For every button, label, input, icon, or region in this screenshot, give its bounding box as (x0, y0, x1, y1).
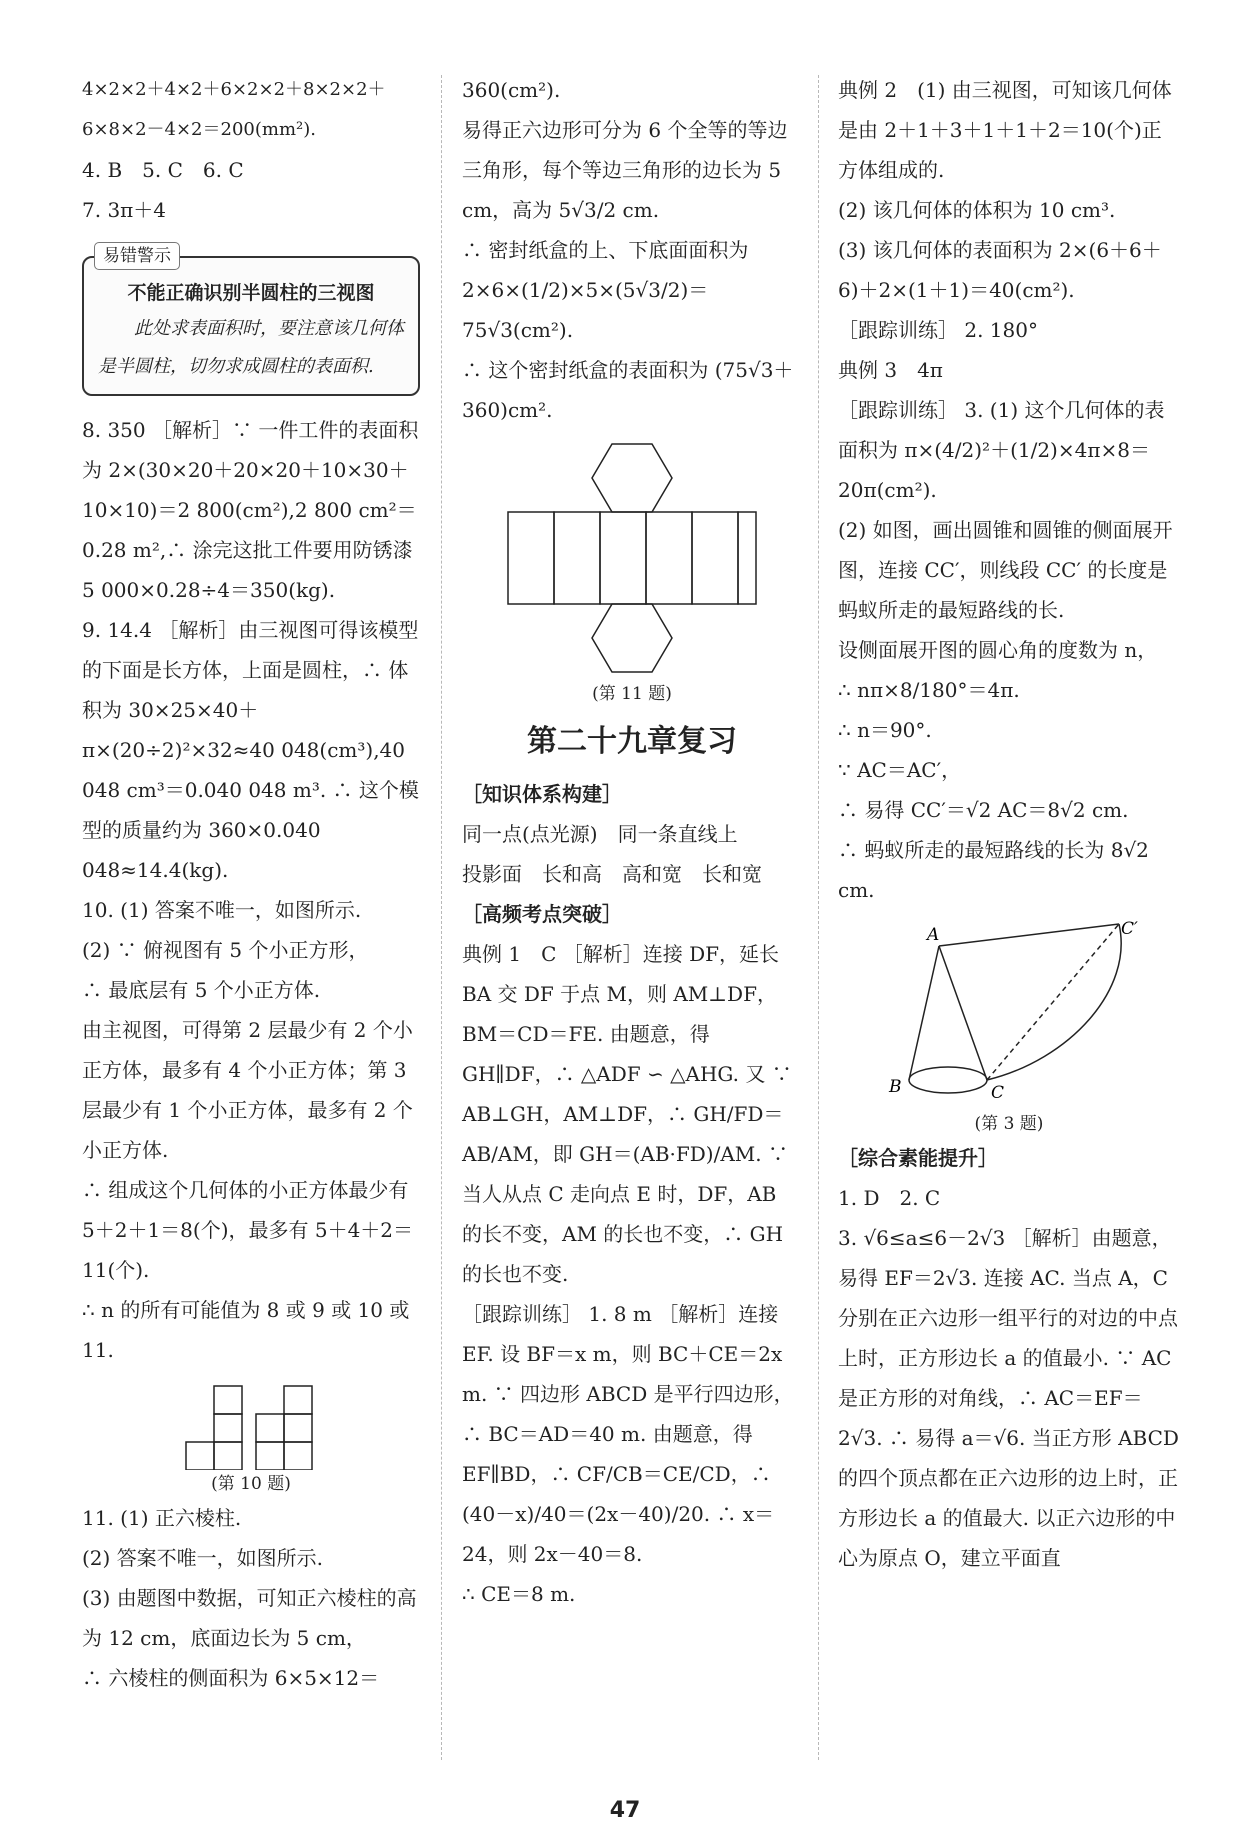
track-1-answer: ∴ CE＝8 m. (462, 1582, 576, 1606)
track-3-line-1: ［跟踪训练］ 3. (1) 这个几何体的表面积为 π×(4/2)²＋(1/2)×4π×8＝20π(cm²). (838, 398, 1165, 502)
label-c-prime: C′ (1121, 920, 1138, 939)
track-3-line-2: (2) 如图，画出圆锥和圆锥的侧面展开图，连接 CC′，则线段 CC′ 的长度是蚂蚁所走的最短路线的长. (838, 518, 1173, 622)
column-middle (462, 70, 802, 1775)
hexagon-top (592, 444, 672, 512)
q11-base-area: ∴ 密封纸盒的上、下底面面积为 2×6×(1/2)×5×(5√3/2)＝75√3(cm²). (462, 238, 749, 342)
q11-line-4: ∴ 六棱柱的侧面积为 6×5×12＝ (82, 1666, 380, 1690)
figure-q10-grid (176, 1380, 326, 1470)
figure-q10-caption: (第 10 题) (211, 1474, 291, 1494)
label-a: A (927, 925, 940, 945)
track-1-solution: ［跟踪训练］ 1. 8 m ［解析］连接 EF. 设 BF＝x m，则 BC＋CE＝2x m. ∵ 四边形 ABCD 是平行四边形，∴ BC＝AD＝40 m. 由题意，得 EF∥BD，∴ CF/CB＝CE/CD，∴ (40－x)/40＝(2x－40)/20. ∴ x＝24，则 2x－40＝8. (462, 1302, 794, 1566)
q8-solution: 8. 350 ［解析］∵ 一件工件的表面积为 2×(30×20＋20×20＋10×30＋10×10)＝2 800(cm²),2 800 cm²＝0.28 m²,∴ 涂完这批工件要用防锈漆 5 000×0.28÷4＝350(kg). (82, 418, 419, 602)
error-warning-text: 此处求表面积时，要注意该几何体是半圆柱，切勿求成圆柱的表面积. (98, 318, 404, 377)
track-3-line-5: ∴ n＝90°. (838, 718, 932, 742)
chapter-title: 第二十九章复习 (527, 724, 737, 759)
column-left (82, 70, 420, 1775)
error-warning-title: 不能正确识别半圆柱的三视图 (127, 282, 375, 304)
q10-line-2: (2) ∵ 俯视图有 5 个小正方形， (82, 938, 369, 962)
track-3-line-8: ∴ 蚂蚁所走的最短路线的长为 8√2 cm. (838, 838, 1149, 902)
section-knowledge-heading: ［知识体系构建］ (462, 782, 622, 806)
track-2-answer: ［跟踪训练］ 2. 180° (838, 318, 1038, 342)
q11-total-area: ∴ 这个密封纸盒的表面积为 (75√3＋360)cm². (462, 358, 794, 422)
page-number: 47 (609, 1798, 641, 1823)
track-3-line-4: ∴ nπ×8/180°＝4π. (838, 678, 1020, 702)
q9-solution: 9. 14.4 ［解析］由三视图可得该模型的下面是长方体，上面是圆柱，∴ 体积为 30×25×40＋π×(20÷2)²×32≈40 048(cm³),40 048 cm³＝0.040 048 m³. ∴ 这个模型的质量约为 360×0.040 048≈14.4(kg). (82, 618, 419, 882)
grid-cell (214, 1414, 242, 1442)
q10-line-3: ∴ 最底层有 5 个小正方体. (82, 978, 321, 1002)
q10-line-4: 由主视图，可得第 2 层最少有 2 个小正方体，最多有 4 个小正方体；第 3 层最少有 1 个小正方体，最多有 2 个小正方体. (82, 1018, 413, 1162)
grid-cell (256, 1442, 284, 1470)
track-3-line-6: ∵ AC＝AC′， (838, 758, 962, 782)
lateral-face (692, 512, 738, 604)
lateral-face (554, 512, 600, 604)
error-warning-tag: 易错警示 (94, 242, 180, 270)
figure-q3-caption: (第 3 题) (974, 1114, 1044, 1134)
q11-line-2: (2) 答案不唯一，如图所示. (82, 1546, 324, 1570)
track-3-line-7: ∴ 易得 CC′＝√2 AC＝8√2 cm. (838, 798, 1129, 822)
figure-q11-caption: (第 11 题) (592, 684, 672, 704)
cone-base (909, 1067, 987, 1093)
label-c: C (991, 1083, 1005, 1103)
lateral-face (508, 512, 554, 604)
grid-cell (214, 1386, 242, 1414)
q10-line-5: ∴ 组成这个几何体的小正方体最少有 5＋2＋1＝8(个)，最多有 5＋4＋2＝11(个). (82, 1178, 414, 1282)
q10-line-1: 10. (1) 答案不唯一，如图所示. (82, 898, 362, 922)
comprehensive-answers-1-2: 1. D 2. C (838, 1186, 941, 1210)
lateral-face (600, 512, 646, 604)
lateral-face (646, 512, 692, 604)
error-warning-box (82, 246, 420, 396)
cone-side-right (939, 946, 987, 1080)
q3-answer-tail: 4×2×2＋4×2＋6×2×2＋8×2×2＋6×8×2－4×2＝200(mm²). (82, 79, 386, 140)
lateral-face (738, 512, 756, 604)
development-edge (939, 924, 1119, 946)
column-right (838, 70, 1180, 1775)
q10-line-6: ∴ n 的所有可能值为 8 或 9 或 10 或 11. (82, 1298, 410, 1362)
section-hot-heading: ［高频考点突破］ (462, 902, 622, 926)
grid-cell (256, 1414, 284, 1442)
knowledge-line-2: 投影面 长和高 高和宽 长和宽 (462, 862, 762, 886)
example-1-solution: 典例 1 C ［解析］连接 DF，延长 BA 交 DF 于点 M，则 AM⊥DF，BM＝CD＝FE. 由题意，得 GH∥DF，∴ △ADF ∽ △AHG. 又 ∵ AB⊥GH，AM⊥DF，∴ GH/FD＝AB/AM，即 GH＝(AB·FD)/AM. ∵ 当人从点 C 走向点 E 时，DF，AB 的长不变，AM 的长也不变，∴ GH 的长也不变. (462, 942, 792, 1286)
figure-q3-cone (869, 920, 1149, 1110)
grid-cell (284, 1386, 312, 1414)
example-2-part-1: 典例 2 (1) 由三视图，可知该几何体是由 2＋1＋3＋1＋1＋2＝10(个)正方体组成的. (838, 78, 1172, 182)
q11-hexagon-split: 易得正六边形可分为 6 个全等的等边三角形，每个等边三角形的边长为 5 cm，高为 5√3/2 cm. (462, 118, 788, 222)
example-3-answer: 典例 3 4π (838, 358, 943, 382)
figure-q11-prism-net (502, 440, 762, 680)
label-b: B (889, 1077, 902, 1097)
q11-area-result: 360(cm²). (462, 78, 561, 102)
shortest-path-line (987, 924, 1119, 1080)
q4-6-answers: 4. B 5. C 6. C (82, 158, 244, 182)
section-comprehensive-heading: ［综合素能提升］ (838, 1146, 998, 1170)
q11-line-3: (3) 由题图中数据，可知正六棱柱的高为 12 cm，底面边长为 5 cm， (82, 1586, 417, 1650)
grid-cell (284, 1442, 312, 1470)
grid-cell (214, 1442, 242, 1470)
track-3-line-3: 设侧面展开图的圆心角的度数为 n， (838, 638, 1158, 662)
example-2-part-3: (3) 该几何体的表面积为 2×(6＋6＋6)＋2×(1＋1)＝40(cm²). (838, 238, 1162, 302)
column-divider-2 (818, 75, 819, 1760)
q7-answer: 7. 3π＋4 (82, 198, 167, 222)
column-divider-1 (441, 75, 442, 1760)
example-2-part-2: (2) 该几何体的体积为 10 cm³. (838, 198, 1116, 222)
knowledge-line-1: 同一点(点光源) 同一条直线上 (462, 822, 738, 846)
hexagon-bottom (592, 604, 672, 672)
grid-cell (186, 1442, 214, 1470)
grid-cell (284, 1414, 312, 1442)
q11-line-1: 11. (1) 正六棱柱. (82, 1506, 242, 1530)
comprehensive-q3-solution: 3. √6≤a≤6－2√3 ［解析］由题意，易得 EF＝2√3. 连接 AC. 当点 A，C 分别在正六边形一组平行的对边的中点上时，正方形边长 a 的值最小. ∵ AC 是正方形的对角线，∴ AC＝EF＝2√3. ∴ 易得 a＝√6. 当正方形 ABCD 的四个顶点都在正六边形的边上时，正方形边长 a 的值最大. 以正六边形的中心为原点 O，建立平面直 (838, 1226, 1179, 1570)
cone-side-left (909, 946, 939, 1080)
